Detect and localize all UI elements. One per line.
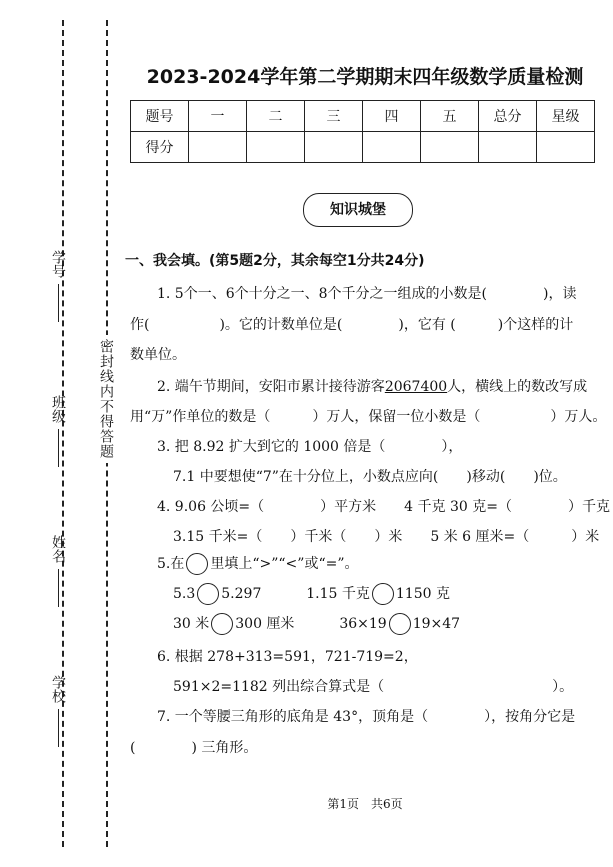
score-cell: 四 — [363, 101, 421, 132]
section1-heading: 一、我会填。(第5题2分，其余每空1分共24分) — [125, 253, 425, 269]
compare-right: 5.297 — [221, 586, 262, 602]
compare-right: 1150 克 — [395, 586, 450, 602]
question-3-line-2: 7.1 中要想使“7”在十分位上，小数点应向( )移动( )位。 — [173, 469, 567, 485]
compare-left: 36×19 — [339, 616, 387, 632]
question-5-text: 5.在 — [157, 556, 185, 572]
compare-circle-blank[interactable] — [372, 583, 394, 605]
score-cell: 总分 — [479, 101, 537, 132]
compare-right: 300 厘米 — [235, 616, 295, 632]
question-2-line-1 — [157, 376, 587, 396]
student-id-field[interactable] — [28, 250, 88, 322]
school-blank[interactable] — [58, 709, 59, 747]
class-label: 班级 — [50, 395, 66, 423]
question-5-instruction — [157, 553, 359, 575]
score-input-cell[interactable] — [189, 132, 247, 163]
student-id-label: 学号 — [50, 250, 66, 278]
question-1-line-3: 数单位。 — [130, 347, 186, 363]
question-7-line-1: 7. 一个等腰三角形的底角是 43°，顶角是（ ），按角分它是 — [157, 709, 576, 725]
compare-circle-blank[interactable] — [389, 613, 411, 635]
page-footer: 第1页 共6页 — [327, 797, 403, 811]
score-cell: 三 — [305, 101, 363, 132]
score-cell: 星级 — [537, 101, 595, 132]
compare-circle-blank[interactable] — [197, 583, 219, 605]
question-1-line-1: 1. 5个一、6个十分之一、8个千分之一组成的小数是( )，读 — [157, 286, 577, 302]
school-label: 学校 — [50, 675, 66, 703]
score-table — [130, 100, 595, 163]
question-3-line-1: 3. 把 8.92 扩大到它的 1000 倍是（ ）， — [157, 439, 463, 455]
score-cell: 一 — [189, 101, 247, 132]
no-answer-notice: 密封线内不得答题 — [96, 335, 116, 463]
student-id-blank[interactable] — [58, 284, 59, 322]
compare-left: 1.15 千克 — [306, 586, 370, 602]
name-field[interactable] — [28, 535, 88, 607]
school-field[interactable] — [28, 675, 88, 747]
exam-title: 2023-2024学年第二学期期末四年级数学质量检测 — [146, 66, 584, 88]
question-2-text: 2. 端午节期间，安阳市累计接待游客 — [157, 379, 385, 395]
score-table-header-row — [131, 101, 595, 132]
score-input-cell[interactable] — [537, 132, 595, 163]
class-field[interactable] — [28, 395, 88, 467]
score-input-cell[interactable] — [363, 132, 421, 163]
class-blank[interactable] — [58, 429, 59, 467]
score-table-score-row — [131, 132, 595, 163]
section-badge: 知识城堡 — [303, 193, 413, 227]
question-5-row-2 — [173, 613, 460, 635]
score-input-cell[interactable] — [479, 132, 537, 163]
compare-right: 19×47 — [412, 616, 461, 632]
name-label: 姓名 — [50, 535, 66, 563]
compare-left: 30 米 — [173, 616, 210, 632]
question-4-line-2: 3.15 千米=（ ）千米（ ）米 5 米 6 厘米=（ ）米 — [173, 529, 600, 545]
score-input-cell[interactable] — [421, 132, 479, 163]
question-1-line-2: 作( )。它的计数单位是( )，它有 ( )个这样的计 — [130, 317, 574, 333]
question-6-line-2: 591×2=1182 列出综合算式是（ ）。 — [173, 679, 574, 695]
question-5-text: 里填上“>”“<”或“=”。 — [210, 556, 359, 572]
compare-circle-icon — [186, 553, 208, 575]
question-2-text: 人，横线上的数改写成 — [447, 379, 588, 395]
question-5-row-1 — [173, 583, 450, 605]
score-input-cell[interactable] — [247, 132, 305, 163]
underlined-number: 2067400 — [384, 379, 448, 395]
compare-left: 5.3 — [173, 586, 196, 602]
name-blank[interactable] — [58, 569, 59, 607]
question-2-line-2: 用“万”作单位的数是（ ）万人，保留一位小数是（ ）万人。 — [130, 409, 607, 425]
score-cell: 二 — [247, 101, 305, 132]
question-7-line-2: ( ) 三角形。 — [130, 740, 258, 756]
compare-circle-blank[interactable] — [211, 613, 233, 635]
score-input-cell[interactable] — [305, 132, 363, 163]
score-cell: 五 — [421, 101, 479, 132]
score-cell: 题号 — [131, 101, 189, 132]
seal-margin — [0, 0, 120, 867]
score-cell: 得分 — [131, 132, 189, 163]
question-6-line-1: 6. 根据 278+313=591，721-719=2， — [157, 649, 418, 665]
question-4-line-1: 4. 9.06 公顷=（ ）平方米 4 千克 30 克=（ ）千克 — [157, 499, 610, 515]
